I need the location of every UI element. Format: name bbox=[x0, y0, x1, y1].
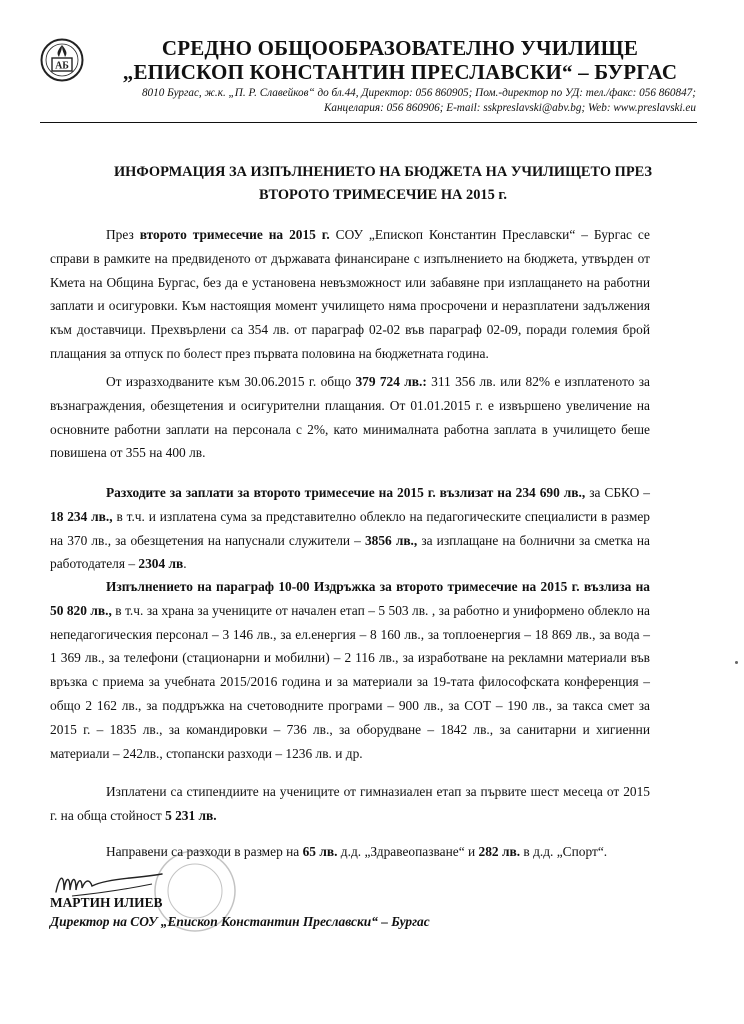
header-divider bbox=[40, 122, 697, 123]
paragraph-salaries bbox=[50, 481, 650, 576]
bold-text: 3856 лв., bbox=[364, 532, 418, 548]
bold-text: 282 лв. bbox=[478, 844, 521, 859]
school-name-line1: СРЕДНО ОБЩООБРАЗОВАТЕЛНО УЧИЛИЩЕ bbox=[161, 36, 639, 60]
text: През bbox=[106, 227, 140, 242]
bold-text: 65 лв. bbox=[302, 844, 338, 859]
document-title bbox=[110, 161, 656, 207]
bold-text: второто тримесечие на 2015 г. bbox=[139, 227, 330, 242]
text: в т.ч. и изплатена сума за представително облекло на педагогическите специалисти в размер на 370 лв., за обезщетения на напуснали служители – bbox=[50, 508, 650, 548]
logo-letters: АБ bbox=[55, 60, 69, 72]
bold-text: 5 231 лв. bbox=[165, 807, 217, 823]
paragraph-budget-execution bbox=[50, 223, 650, 366]
text: СОУ „Епископ Константин Преславски“ – Бургас се справи в рамките на предвиденото от държавата финансиране с изпълнението на бюджета, утвърден от Кмета на Община Бургас, без да е установена невъзможност или забавяне при изплащането на работни заплати и осигуровки. Към настоящия момент училището няма просрочени и неразплатени задължения към доставчици. Прехвърлени са 354 лв. от параграф 02-02 във параграф 02-09, поради големия брой плащания за отпуск по болест през първата половина на бюджетната година. bbox=[50, 227, 650, 361]
text: . bbox=[183, 556, 187, 572]
contact-line-1: 8010 Бургас, ж.к. „П. Р. Славейков“ до бл.44, Директор: 056 860905; Пом.-директор по УД: тел./факс: 056 860847; bbox=[141, 87, 696, 99]
text: д.д. „Здравеопазване“ и bbox=[337, 844, 479, 859]
bold-text: 18 234 лв., bbox=[50, 508, 113, 524]
contact-line-2: Канцелария: 056 860906; E-mail: sskpreslavski@abv.bg; Web: www.preslavski.eu bbox=[323, 102, 696, 114]
paragraph-expenses-total bbox=[50, 370, 650, 465]
paragraph-other-expenses bbox=[50, 840, 650, 864]
text: за изплащане на болнични за сметка на работодателя – bbox=[50, 532, 650, 572]
bold-text: 2304 лв bbox=[138, 556, 184, 572]
text: в т.ч. за храна за учениците от начален етап – 5 503 лв. , за работно и униформено облекло на непедагогическия персонал – 3 146 лв., за ел.енергия – 8 160 лв., за топлоенергия – 18 869 лв., за вода – 1 369 лв., за телефони (стационарни и мобилни) – 2 116 лв., за изработване на рекламни материали във връзка с приема за учебната 2015/2016 година и за материали за 19-тата философската конференция – общо 2 162 лв., за поддръжка на счетоводните програми – 900 лв., за СОТ – 190 лв., за такса смет за 2015 г. – 1835 лв., за командировки – 736 лв., за оборудване – 1842 лв., за санитарни и хигиенни материали – 242лв., стопански разходи – 1236 лв. и др. bbox=[50, 602, 650, 761]
school-name-line2: „ЕПИСКОП КОНСТАНТИН ПРЕСЛАВСКИ“ – БУРГАС bbox=[122, 60, 678, 84]
document-title-line1: ИНФОРМАЦИЯ ЗА ИЗПЪЛНЕНИЕТО НА БЮДЖЕТА НА УЧИЛИЩЕТО ПРЕЗ bbox=[113, 164, 653, 180]
paragraph-maintenance bbox=[50, 575, 650, 765]
signatory-name: МАРТИН ИЛИЕВ bbox=[50, 895, 163, 910]
signatory-role: Директор на СОУ „Епископ Константин Преславски“ – Бургас bbox=[50, 914, 430, 929]
text: Изплатени са стипендиите на учениците от гимназиален етап за първите шест месеца от 2015 г. на обща стойност bbox=[50, 784, 650, 823]
paragraph-scholarships bbox=[50, 780, 650, 828]
scan-speck bbox=[735, 661, 738, 664]
text: От изразходваните към 30.06.2015 г. общо bbox=[106, 374, 356, 389]
bold-text: 379 724 лв.: bbox=[355, 374, 427, 389]
school-logo bbox=[40, 38, 84, 82]
text: 311 356 лв. или 82% е изплатеното за възнаграждения, обезщетения и осигурителни плащания. От 01.01.2015 г. е извършено увеличение на основните работни заплати на персонала с 2%, като минималната работна заплата в училището беше повишена от 355 на 400 лв. bbox=[50, 374, 650, 461]
document-title-line2: ВТОРОТО ТРИМЕСЕЧИЕ НА 2015 г. bbox=[259, 187, 507, 203]
bold-text: Изпълнението на параграф 10-00 Издръжка за второто тримесечие на 2015 г. възлиза на 50 820 лв., bbox=[50, 579, 650, 618]
bold-text: Разходите за заплати за второто тримесечие на 2015 г. възлизат на 234 690 лв., bbox=[106, 485, 586, 500]
text: за СБКО – bbox=[585, 485, 650, 500]
text: Направени са разходи в размер на bbox=[106, 844, 303, 859]
text: в д.д. „Спорт“. bbox=[520, 844, 608, 859]
